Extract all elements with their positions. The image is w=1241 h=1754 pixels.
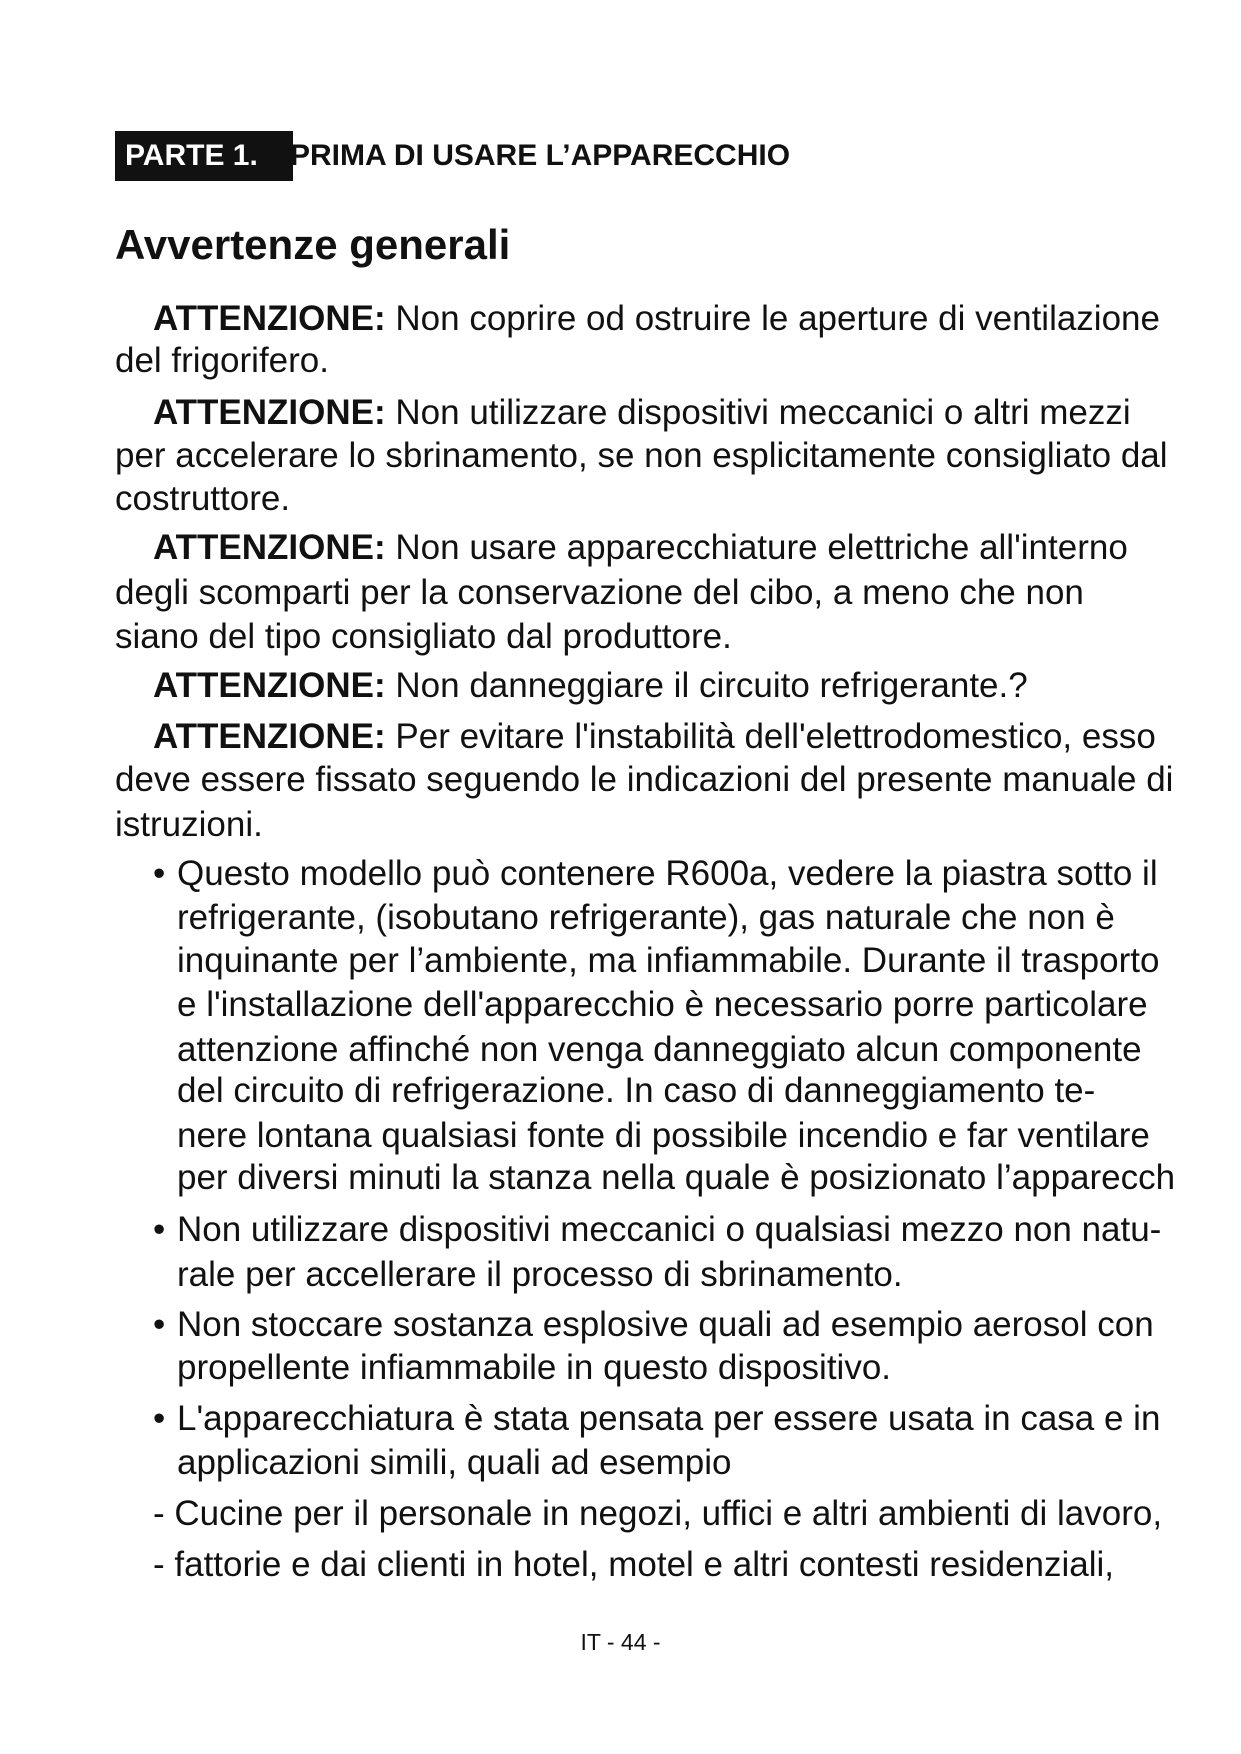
- warning-line: costruttore.: [115, 479, 291, 518]
- warning-line: [153, 715, 1156, 759]
- warning-label: ATTENZIONE:: [153, 717, 386, 756]
- bullet-line: L'apparecchiatura è stata pensata per essere usata in casa e in: [177, 1399, 1161, 1438]
- section-title: Avvertenze generali: [115, 221, 511, 268]
- warning-line: deve essere fissato seguendo le indicazioni del presente manuale di: [115, 760, 1174, 799]
- warning-line: del frigorifero.: [115, 341, 329, 380]
- bullet-line: Non stoccare sostanza esplosive quali ad esempio aerosol con: [177, 1305, 1154, 1344]
- dash-text: fattorie e dai clienti in hotel, motel e altri contesti residenziali,: [174, 1545, 1115, 1584]
- part-label-box: PARTE 1.: [115, 131, 293, 181]
- bullet-line: Non utilizzare dispositivi meccanici o qualsiasi mezzo non natu-: [177, 1210, 1162, 1249]
- dash-text: Cucine per il personale in negozi, uffici e altri ambienti di lavoro,: [174, 1494, 1163, 1533]
- warning-text: Non usare apparecchiature elettriche all'interno: [385, 528, 1128, 567]
- bullet-line: e l'installazione dell'apparecchio è necessario porre particolare: [177, 985, 1148, 1024]
- warning-text: Per evitare l'instabilità dell'elettrodomestico, esso: [385, 717, 1156, 756]
- bullet-line: Questo modello può contenere R600a, vedere la piastra sotto il: [177, 854, 1158, 893]
- bullet-line: applicazioni simili, quali ad esempio: [177, 1443, 732, 1482]
- bullet-icon: •: [153, 1210, 166, 1249]
- warning-text: Non utilizzare dispositivi meccanici o altri mezzi: [385, 393, 1131, 432]
- part-title: PRIMA DI USARE L’APPARECCHIO: [290, 139, 791, 172]
- warning-line: istruzioni.: [115, 805, 263, 844]
- bullet-icon: •: [153, 1305, 166, 1344]
- bullet-line: refrigerante, (isobutano refrigerante), gas naturale che non è: [177, 898, 1115, 937]
- bullet-line: nere lontana qualsiasi fonte di possibile incendio e far ventilare: [177, 1116, 1150, 1155]
- page-number: IT - 44 -: [580, 1629, 661, 1655]
- warning-label: ATTENZIONE:: [153, 299, 386, 338]
- warning-line: [153, 391, 1131, 435]
- dash-item: [153, 1492, 1162, 1536]
- warning-label: ATTENZIONE:: [153, 393, 386, 432]
- bullet-icon: •: [153, 1399, 166, 1438]
- warning-line: [153, 526, 1128, 570]
- warning-label: ATTENZIONE:: [153, 528, 386, 567]
- warning-label: ATTENZIONE:: [153, 666, 386, 705]
- bullet-line: del circuito di refrigerazione. In caso di danneggiamento te-: [177, 1071, 1096, 1110]
- bullet-line: rale per accellerare il processo di sbrinamento.: [177, 1255, 903, 1294]
- bullet-line: per diversi minuti la stanza nella quale è posizionato l’apparecch: [177, 1158, 1176, 1197]
- bullet-line: propellente infiammabile in questo dispositivo.: [177, 1348, 892, 1387]
- warning-line: [153, 664, 1028, 708]
- dash-item: [153, 1543, 1114, 1587]
- warning-line: per accelerare lo sbrinamento, se non esplicitamente consigliato dal: [115, 436, 1168, 475]
- warning-line: [153, 297, 1160, 341]
- warning-line: degli scomparti per la conservazione del cibo, a meno che non: [115, 573, 1084, 612]
- warning-text: Non coprire od ostruire le aperture di ventilazione: [385, 299, 1160, 338]
- bullet-icon: •: [153, 854, 166, 893]
- bullet-line: inquinante per l’ambiente, ma infiammabile. Durante il trasporto: [177, 941, 1160, 980]
- dash-glyph: -: [153, 1494, 165, 1533]
- warning-text: Non danneggiare il circuito refrigerante.?: [385, 666, 1028, 705]
- dash-glyph: -: [153, 1545, 165, 1584]
- bullet-line: attenzione affinché non venga danneggiato alcun componente: [177, 1030, 1142, 1069]
- warning-line: siano del tipo consigliato dal produttore.: [115, 617, 732, 656]
